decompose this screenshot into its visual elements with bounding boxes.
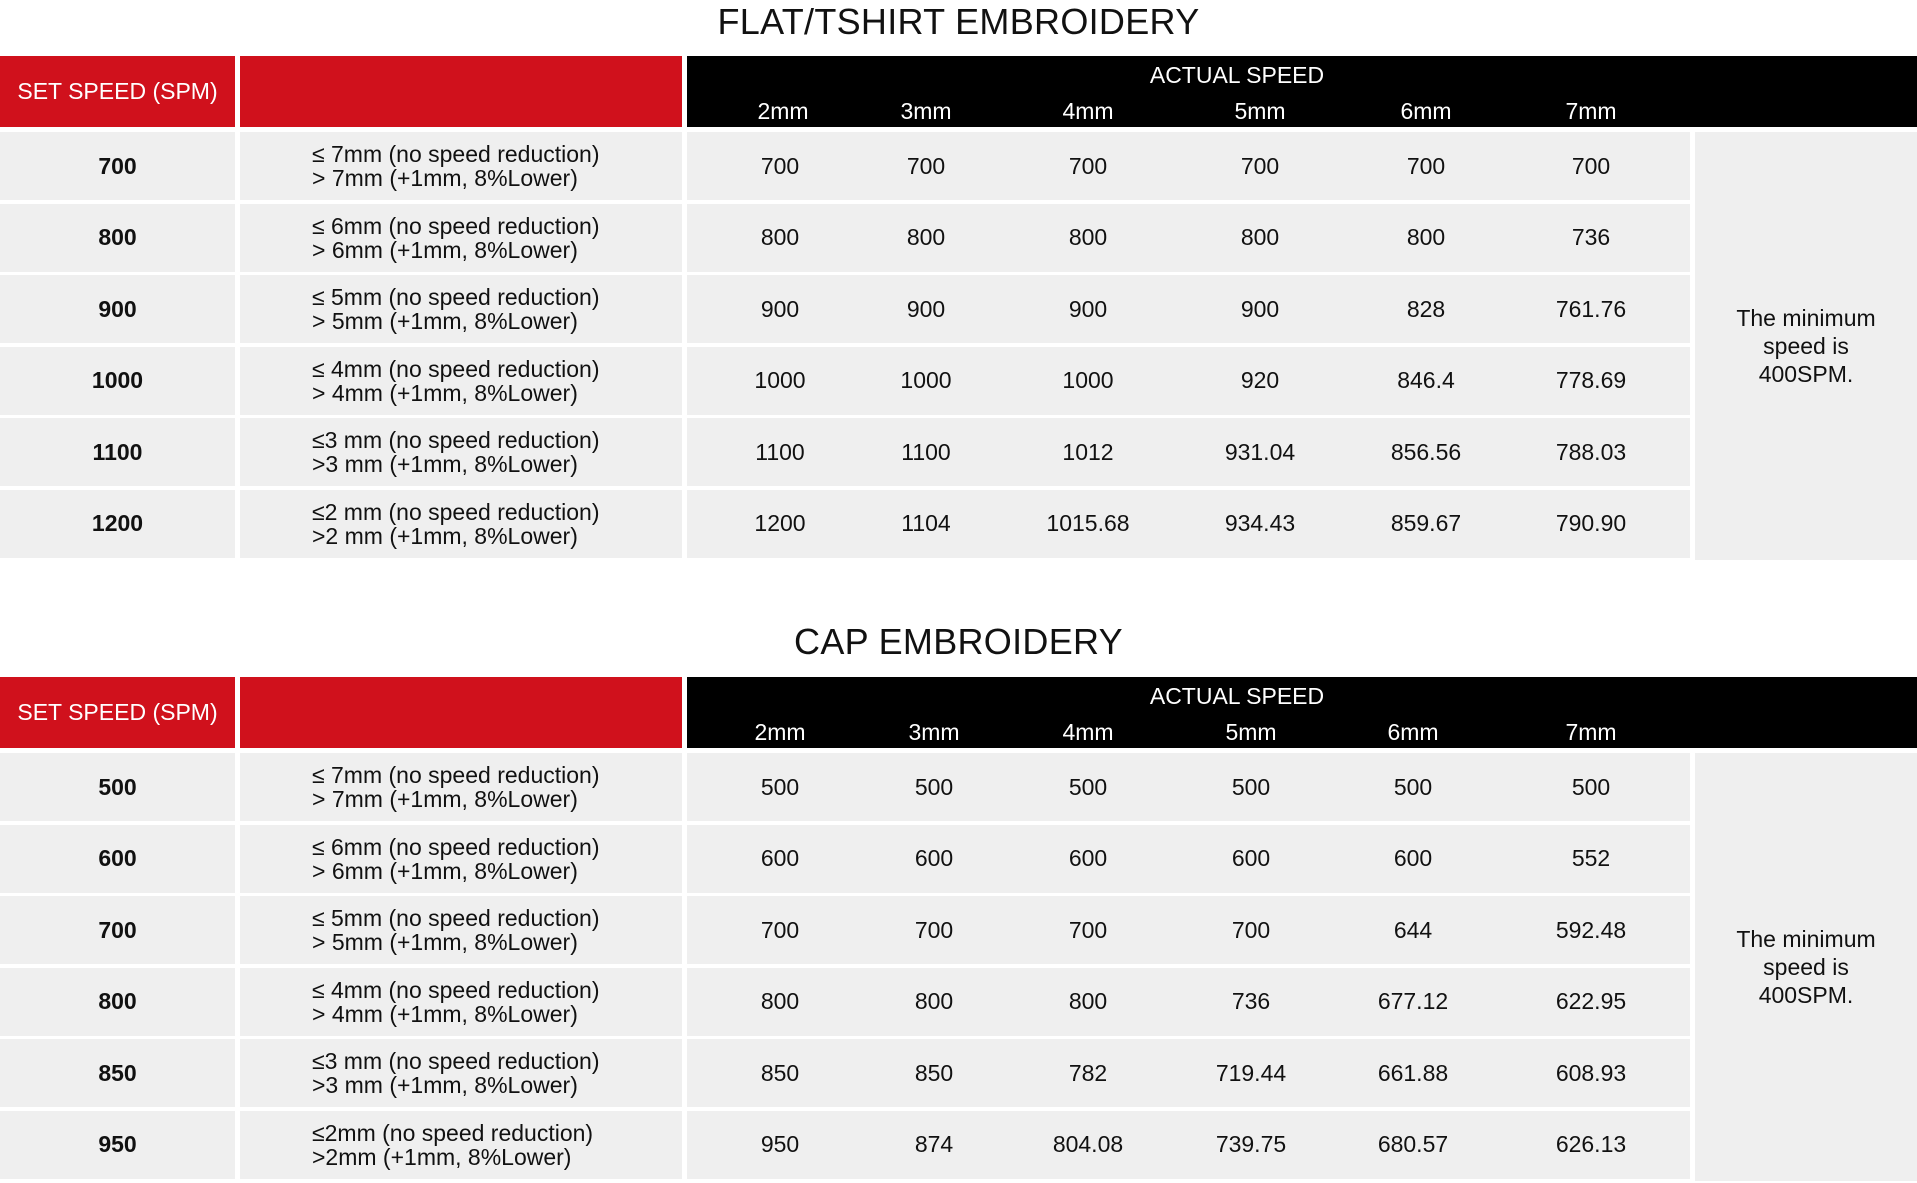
actual-speed-cell: 828	[1406, 295, 1446, 322]
mm-header: 4mm	[1062, 98, 1114, 124]
mm-header: 5mm	[1225, 719, 1277, 745]
actual-speed-cell: 700	[760, 152, 800, 179]
reduction-rule-cell	[240, 1039, 682, 1107]
reduction-rule-cell	[240, 275, 682, 343]
rule-line: >3 mm (+1mm, 8%Lower)	[312, 451, 578, 477]
actual-speed-cell: 800	[760, 224, 800, 250]
actual-speed-cell: 1000	[754, 367, 806, 393]
actual-speed-cell: 500	[760, 773, 800, 800]
rule-line: ≤ 7mm (no speed reduction)	[312, 762, 600, 788]
rule-line: ≤ 5mm (no speed reduction)	[312, 905, 600, 931]
actual-speed-cell: 622.95	[1555, 988, 1627, 1014]
reduction-rule-cell	[240, 896, 682, 964]
actual-speed-cell: 677.12	[1377, 988, 1449, 1014]
actual-speed-cell: 782	[1068, 1059, 1108, 1086]
actual-speed-values	[687, 968, 1690, 1036]
rule-line: ≤ 6mm (no speed reduction)	[312, 212, 600, 239]
actual-speed-cell: 900	[906, 295, 946, 322]
actual-speed-cell: 608.93	[1555, 1059, 1627, 1086]
actual-speed-header	[687, 677, 1917, 748]
table-row	[0, 1039, 1690, 1107]
actual-speed-cell: 900	[1068, 295, 1108, 322]
rule-line: > 4mm (+1mm, 8%Lower)	[312, 1000, 578, 1027]
table-row	[0, 418, 1690, 486]
rule-line: ≤ 5mm (no speed reduction)	[312, 284, 600, 310]
actual-speed-cell: 739.75	[1215, 1131, 1287, 1157]
table-row	[0, 753, 1690, 821]
actual-speed-values	[687, 1039, 1690, 1107]
table-row	[0, 275, 1690, 343]
actual-speed-values	[687, 825, 1690, 893]
reduction-rule-cell	[240, 825, 682, 893]
actual-speed-header	[687, 56, 1917, 127]
reduction-rule-cell	[240, 753, 682, 821]
set-speed-cell: 850	[0, 1039, 235, 1107]
set-speed-cell: 500	[0, 753, 235, 821]
actual-speed-cell: 1100	[755, 438, 805, 465]
mm-header: 6mm	[1387, 719, 1439, 745]
actual-speed-cell: 700	[906, 152, 946, 179]
rule-line: > 6mm (+1mm, 8%Lower)	[312, 857, 578, 884]
actual-speed-cell: 500	[914, 773, 954, 800]
actual-speed-values	[687, 347, 1690, 415]
actual-speed-cell: 1000	[1062, 367, 1114, 393]
actual-speed-cell: 626.13	[1555, 1131, 1627, 1157]
actual-speed-cell: 931.04	[1224, 438, 1296, 465]
actual-speed-cell: 661.88	[1377, 1059, 1449, 1086]
actual-speed-cell: 500	[1231, 773, 1271, 800]
actual-speed-cell: 700	[914, 916, 954, 943]
actual-speed-values	[687, 275, 1690, 343]
actual-speed-cell: 700	[1231, 916, 1271, 943]
actual-speed-cell: 850	[760, 1059, 800, 1086]
actual-speed-cell: 700	[1068, 916, 1108, 943]
actual-speed-cell: 800	[906, 224, 946, 250]
actual-speed-cell: 552	[1571, 845, 1611, 871]
actual-speed-cell: 1100	[901, 438, 951, 465]
rule-line: ≤ 4mm (no speed reduction)	[312, 976, 600, 1003]
table-row	[0, 825, 1690, 893]
set-speed-cell: 1100	[0, 418, 235, 486]
set-speed-cell: 900	[0, 275, 235, 343]
actual-speed-cell: 600	[760, 845, 800, 871]
set-speed-header: SET SPEED (SPM)	[0, 56, 235, 127]
actual-speed-label: ACTUAL SPEED	[1149, 62, 1325, 88]
minimum-speed-note: The minimum speed is 400SPM.	[1695, 132, 1917, 560]
actual-speed-cell: 800	[1068, 224, 1108, 250]
actual-speed-cell: 1200	[754, 510, 806, 536]
actual-speed-cell: 934.43	[1224, 510, 1296, 536]
table-row	[0, 490, 1690, 558]
actual-speed-cell: 500	[1571, 773, 1611, 800]
actual-speed-cell: 804.08	[1052, 1131, 1124, 1157]
actual-speed-values	[687, 490, 1690, 558]
actual-speed-cell: 500	[1068, 773, 1108, 800]
cap-section-title: CAP EMBROIDERY	[794, 621, 1123, 662]
actual-speed-cell: 736	[1231, 988, 1271, 1014]
actual-speed-values	[687, 418, 1690, 486]
actual-speed-cell: 1000	[900, 367, 952, 393]
flat-embroidery-section	[0, 0, 1917, 565]
actual-speed-cell: 680.57	[1377, 1131, 1449, 1157]
table-row	[0, 347, 1690, 415]
actual-speed-cell: 1012	[1062, 438, 1114, 465]
actual-speed-cell: 600	[914, 845, 954, 871]
rule-line: > 5mm (+1mm, 8%Lower)	[312, 929, 578, 955]
actual-speed-cell: 600	[1393, 845, 1433, 871]
actual-speed-cell: 800	[1068, 988, 1108, 1014]
rule-line: >2 mm (+1mm, 8%Lower)	[312, 522, 578, 549]
actual-speed-cell: 700	[1240, 152, 1280, 179]
actual-speed-cell: 719.44	[1215, 1059, 1287, 1086]
actual-speed-cell: 778.69	[1555, 367, 1627, 393]
set-speed-cell: 950	[0, 1111, 235, 1179]
actual-speed-cell: 600	[1068, 845, 1108, 871]
rule-line: > 6mm (+1mm, 8%Lower)	[312, 236, 578, 263]
reduction-rule-cell	[240, 490, 682, 558]
set-speed-cell: 700	[0, 896, 235, 964]
description-header	[240, 677, 682, 748]
reduction-rule-cell	[240, 968, 682, 1036]
rule-line: ≤2 mm (no speed reduction)	[312, 498, 600, 525]
actual-speed-cell: 600	[1231, 845, 1271, 871]
rule-line: ≤3 mm (no speed reduction)	[312, 1048, 600, 1074]
rule-line: > 7mm (+1mm, 8%Lower)	[312, 165, 578, 191]
actual-speed-cell: 700	[1406, 152, 1446, 179]
mm-header: 2mm	[754, 719, 806, 745]
actual-speed-cell: 700	[1068, 152, 1108, 179]
set-speed-cell: 600	[0, 825, 235, 893]
table-row	[0, 204, 1690, 272]
actual-speed-values	[687, 753, 1690, 821]
mm-header: 7mm	[1565, 98, 1617, 124]
table-row	[0, 132, 1690, 200]
mm-header: 3mm	[900, 98, 952, 124]
actual-speed-cell: 920	[1240, 367, 1280, 393]
rule-line: >3 mm (+1mm, 8%Lower)	[312, 1072, 578, 1098]
rule-line: ≤ 7mm (no speed reduction)	[312, 141, 600, 167]
actual-speed-cell: 850	[914, 1059, 954, 1086]
reduction-rule-cell	[240, 418, 682, 486]
actual-speed-cell: 700	[1571, 152, 1611, 179]
set-speed-cell: 800	[0, 204, 235, 272]
actual-speed-cell: 788.03	[1555, 438, 1627, 465]
rule-line: > 4mm (+1mm, 8%Lower)	[312, 379, 578, 406]
mm-header: 3mm	[908, 719, 960, 745]
mm-header: 2mm	[757, 98, 809, 124]
actual-speed-cell: 800	[1406, 224, 1446, 250]
reduction-rule-cell	[240, 347, 682, 415]
actual-speed-cell: 859.67	[1390, 510, 1462, 536]
reduction-rule-cell	[240, 132, 682, 200]
minimum-speed-note: The minimum speed is 400SPM.	[1695, 753, 1917, 1181]
rule-line: ≤2mm (no speed reduction)	[312, 1119, 594, 1146]
actual-speed-cell: 900	[1240, 295, 1280, 322]
actual-speed-cell: 1104	[901, 510, 951, 536]
actual-speed-cell: 761.76	[1555, 295, 1627, 322]
actual-speed-cell: 800	[760, 988, 800, 1014]
actual-speed-cell: 856.56	[1390, 438, 1462, 465]
rule-line: > 7mm (+1mm, 8%Lower)	[312, 786, 578, 812]
actual-speed-values	[687, 204, 1690, 272]
actual-speed-cell: 800	[1240, 224, 1280, 250]
actual-speed-cell: 846.4	[1397, 367, 1455, 393]
reduction-rule-cell	[240, 1111, 682, 1179]
rule-line: ≤ 6mm (no speed reduction)	[312, 833, 600, 860]
set-speed-header: SET SPEED (SPM)	[0, 677, 235, 748]
set-speed-cell: 800	[0, 968, 235, 1036]
rule-line: ≤3 mm (no speed reduction)	[312, 427, 600, 453]
set-speed-cell: 700	[0, 132, 235, 200]
actual-speed-cell: 1015.68	[1046, 510, 1130, 536]
table-row	[0, 896, 1690, 964]
rule-line: > 5mm (+1mm, 8%Lower)	[312, 308, 578, 334]
actual-speed-cell: 790.90	[1555, 510, 1627, 536]
reduction-rule-cell	[240, 204, 682, 272]
actual-speed-cell: 644	[1393, 916, 1433, 943]
actual-speed-values	[687, 896, 1690, 964]
actual-speed-cell: 592.48	[1555, 916, 1627, 943]
actual-speed-cell: 900	[760, 295, 800, 322]
actual-speed-values	[687, 1111, 1690, 1179]
set-speed-cell: 1000	[0, 347, 235, 415]
set-speed-cell: 1200	[0, 490, 235, 558]
mm-header: 4mm	[1062, 719, 1114, 745]
rule-line: ≤ 4mm (no speed reduction)	[312, 355, 600, 382]
actual-speed-label: ACTUAL SPEED	[1149, 683, 1325, 709]
actual-speed-cell: 700	[760, 916, 800, 943]
actual-speed-cell: 500	[1393, 773, 1433, 800]
table-row	[0, 1111, 1690, 1179]
mm-header: 6mm	[1400, 98, 1452, 124]
mm-header: 7mm	[1565, 719, 1617, 745]
actual-speed-cell: 736	[1571, 224, 1611, 250]
description-header	[240, 56, 682, 127]
flat-section-title: FLAT/TSHIRT EMBROIDERY	[717, 1, 1200, 42]
rule-line: >2mm (+1mm, 8%Lower)	[312, 1143, 572, 1170]
table-row	[0, 968, 1690, 1036]
actual-speed-cell: 950	[760, 1131, 800, 1157]
actual-speed-cell: 874	[914, 1131, 954, 1157]
cap-embroidery-section	[0, 620, 1917, 1183]
mm-header: 5mm	[1234, 98, 1286, 124]
actual-speed-values	[687, 132, 1690, 200]
actual-speed-cell: 800	[914, 988, 954, 1014]
